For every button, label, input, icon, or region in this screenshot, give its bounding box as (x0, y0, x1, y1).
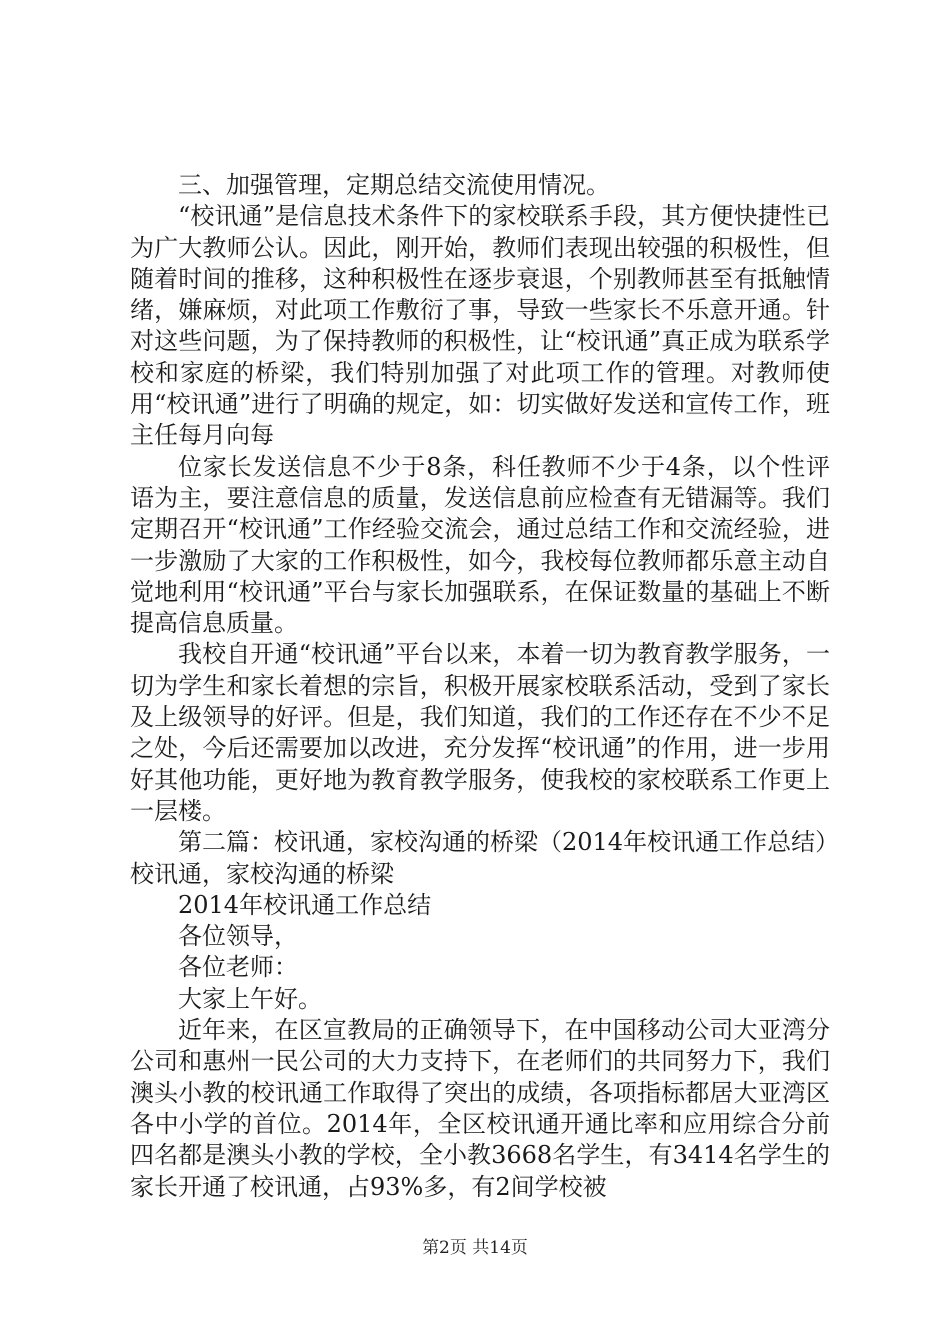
paragraph: 位家长发送信息不少于8条，科任教师不少于4条，以个性评语为主，要注意信息的质量，发送信息前应检查有无错漏等。我们定期召开“校讯通”工作经验交流会，通过总结工作和交流经验，进一步激励了大家的工作积极性，如今，我校每位教师都乐意主动自觉地利用“校讯通”平台与家长加强联系，在保证数量的基础上不断提高信息质量。 (130, 452, 830, 638)
article-title: 第二篇：校讯通，家校沟通的桥梁（2014年校讯通工作总结）校讯通，家校沟通的桥梁 (130, 828, 828, 888)
document-body (130, 170, 830, 1203)
section-heading: 三、加强管理，定期总结交流使用情况。 (178, 171, 610, 199)
salutation-leaders: 各位领导， (178, 922, 298, 951)
salutation-teachers: 各位老师： (178, 953, 298, 982)
greeting: 大家上午好。 (178, 984, 322, 1013)
subtitle: 2014年校讯通工作总结 (178, 890, 432, 919)
page-number-footer: 第2页 共14页 (422, 1238, 528, 1258)
paragraph: 近年来，在区宣教局的正确领导下，在中国移动公司大亚湾分公司和惠州一民公司的大力支持下，在老师们的共同努力下，我们澳头小教的校讯通工作取得了突出的成绩，各项指标都居大亚湾区各中小学的首位。2014年，全区校讯通开通比率和应用综合分前四名都是澳头小教的学校，全小教3668名学生，有3414名学生的家长开通了校讯通，占93%多，有2间学校被 (130, 1016, 830, 1201)
paragraph: 我校自开通“校讯通”平台以来，本着一切为教育教学服务，一切为学生和家长着想的宗旨，积极开展家校联系活动，受到了家长及上级领导的好评。但是，我们知道，我们的工作还存在不少不足之处，今后还需要加以改进，充分发挥“校讯通”的作用，进一步用好其他功能，更好地为教育教学服务，使我校的家校联系工作更上一层楼。 (130, 640, 830, 825)
paragraph: “校讯通”是信息技术条件下的家校联系手段，其方便快捷性已为广大教师公认。因此，刚开始，教师们表现出较强的积极性，但随着时间的推移，这种积极性在逐步衰退，个别教师甚至有抵触情绪，嫌麻烦，对此项工作敷衍了事，导致一些家长不乐意开通。针对这些问题，为了保持教师的积极性，让“校讯通”真正成为联系学校和家庭的桥梁，我们特别加强了对此项工作的管理。对教师使用“校讯通”进行了明确的规定，如：切实做好发送和宣传工作，班主任每月向每 (130, 202, 830, 450)
